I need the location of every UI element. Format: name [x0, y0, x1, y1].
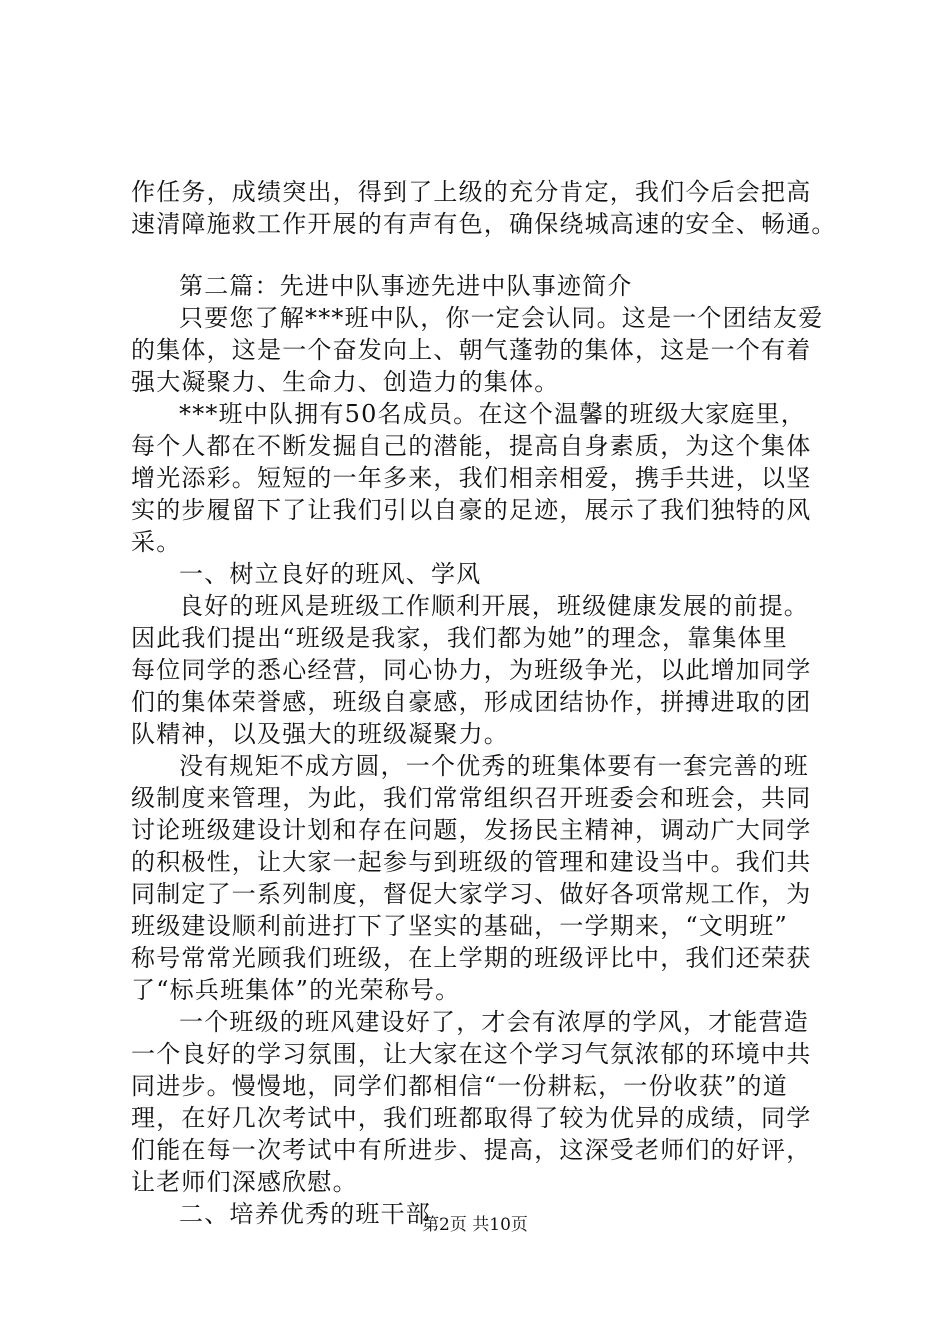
body-line: 只要您了解***班中队，你一定会认同。这是一个团结友爱: [179, 304, 824, 332]
body-line: 让老师们深感欣慰。: [131, 1168, 358, 1196]
document-body: [131, 176, 861, 1230]
body-line: 的集体，这是一个奋发向上、朝气蓬勃的集体，这是一个有着: [131, 336, 812, 364]
body-line: 每位同学的悉心经营，同心协力，为班级争光，以此增加同学: [131, 656, 812, 684]
body-line: 级制度来管理，为此，我们常常组织召开班委会和班会，共同: [131, 784, 812, 812]
body-line: 因此我们提出“班级是我家，我们都为她”的理念，靠集体里: [131, 624, 788, 652]
body-line: 同制定了一系列制度，督促大家学习、做好各项常规工作，为: [131, 880, 812, 908]
page-footer: 第2页 共10页: [422, 1215, 528, 1235]
body-line: 每个人都在不断发掘自己的潜能，提高自身素质，为这个集体: [131, 432, 812, 460]
body-line: 强大凝聚力、生命力、创造力的集体。: [131, 368, 560, 396]
body-line: 增光添彩。短短的一年多来，我们相亲相爱，携手共进，以坚: [131, 464, 812, 492]
intro-line: 作任务，成绩突出，得到了上级的充分肯定，我们今后会把高: [131, 178, 812, 206]
body-line: 班级建设顺利前进打下了坚实的基础，一学期来，“文明班”: [131, 912, 788, 940]
body-line: 队精神，以及强大的班级凝聚力。: [131, 720, 509, 748]
body-line: 同进步。慢慢地，同学们都相信“一份耕耘，一份收获”的道: [131, 1072, 788, 1100]
body-line: 二、培养优秀的班干部: [179, 1200, 431, 1228]
body-line: 了“标兵班集体”的光荣称号。: [131, 976, 461, 1004]
section-body: [131, 302, 861, 1230]
body-line: 讨论班级建设计划和存在问题，发扬民主精神，调动广大同学: [131, 816, 812, 844]
body-line: 一个班级的班风建设好了，才会有浓厚的学风，才能营造: [179, 1008, 809, 1036]
body-line: 一、树立良好的班风、学风: [179, 560, 482, 588]
body-line: 称号常常光顾我们班级，在上学期的班级评比中，我们还荣获: [131, 944, 812, 972]
body-line: 没有规矩不成方圆，一个优秀的班集体要有一套完善的班: [179, 752, 809, 780]
body-line: 良好的班风是班级工作顺利开展，班级健康发展的前提。: [179, 592, 809, 620]
body-line: 一个良好的学习氛围，让大家在这个学习气氛浓郁的环境中共: [131, 1040, 812, 1068]
body-line: 理，在好几次考试中，我们班都取得了较为优异的成绩，同学: [131, 1104, 812, 1132]
body-line: 们的集体荣誉感，班级自豪感，形成团结协作，拼搏进取的团: [131, 688, 812, 716]
section-title: 第二篇：先进中队事迹先进中队事迹简介: [179, 272, 633, 300]
body-line: 采。: [131, 528, 182, 556]
body-line: 们能在每一次考试中有所进步、提高，这深受老师们的好评，: [131, 1136, 812, 1164]
intro-line: 速清障施救工作开展的有声有色，确保绕城高速的安全、畅通。: [131, 210, 837, 238]
body-line: ***班中队拥有50名成员。在这个温馨的班级大家庭里，: [179, 400, 806, 428]
paragraph-gap: [131, 240, 861, 270]
body-line: 实的步履留下了让我们引以自豪的足迹，展示了我们独特的风: [131, 496, 812, 524]
body-line: 的积极性，让大家一起参与到班级的管理和建设当中。我们共: [131, 848, 812, 876]
